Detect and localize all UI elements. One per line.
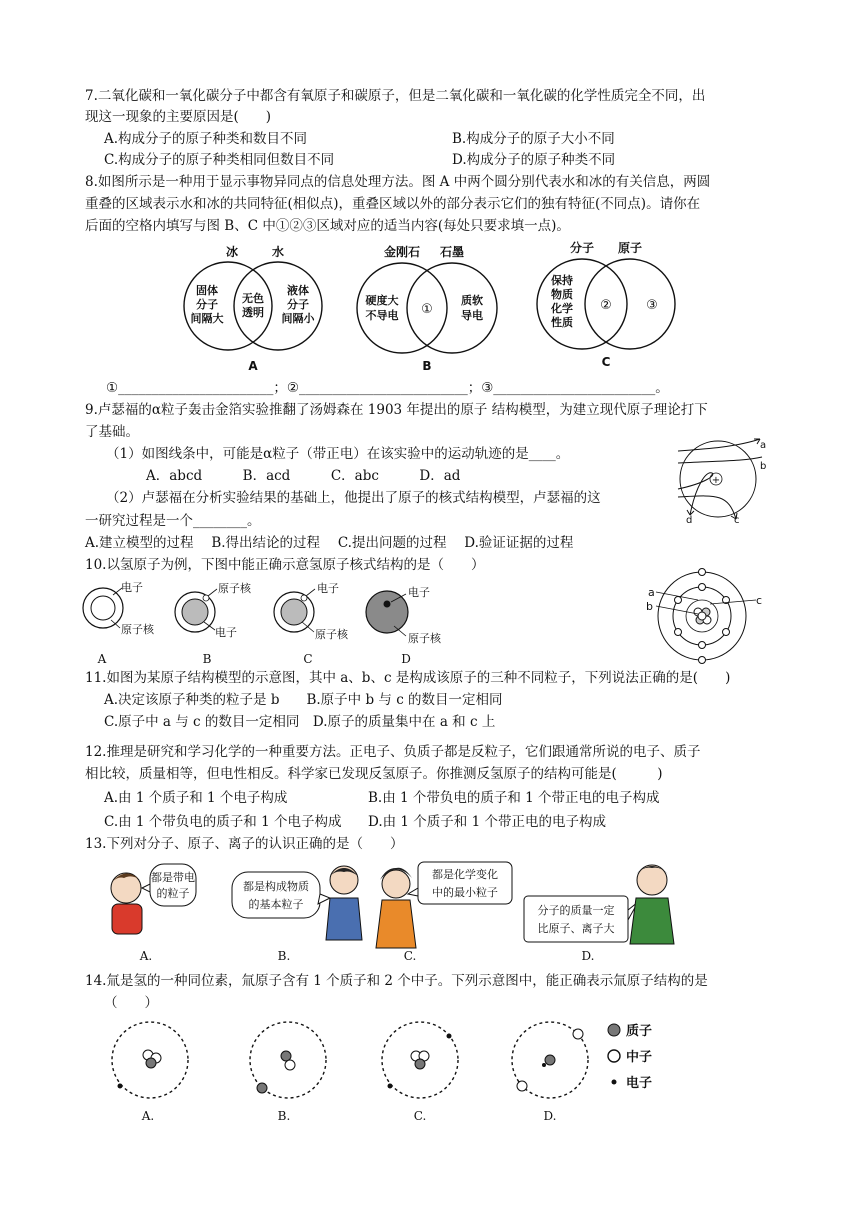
venn-diagram-a <box>180 240 330 375</box>
svg-text:b: b <box>646 600 653 613</box>
venn-a-label: A <box>248 359 258 373</box>
q10-diagram-a <box>83 580 155 666</box>
svg-text:无色: 无色 <box>242 292 264 305</box>
q14-diagram-c <box>382 1022 458 1123</box>
q11-options-cd: C.原子中 a 与 c 的数目一定相同 D.原子的质量集中在 a 和 c 上 <box>104 714 496 730</box>
q12-option-b: B.由 1 个带负电的质子和 1 个带正电的电子构成 <box>368 790 660 806</box>
q11-options-ab: A.决定该原子种类的粒子是 b B.原子中 b 与 c 的数目一定相同 <box>104 692 503 708</box>
venn-a-left-title: 冰 <box>225 245 239 259</box>
bubble-c-line1: 都是化学变化 <box>432 868 498 881</box>
venn-c-region-2: ② <box>600 298 612 313</box>
svg-text:分子: 分子 <box>287 298 309 311</box>
svg-text:C.: C. <box>403 949 417 963</box>
legend-proton: 质子 <box>626 1024 653 1039</box>
q14-option-diagrams <box>104 1016 684 1126</box>
svg-text:B: B <box>202 652 212 666</box>
q12-option-c: C.由 1 个带负电的质子和 1 个电子构成 <box>104 814 342 830</box>
svg-text:间隔小: 间隔小 <box>281 312 315 325</box>
svg-text:+: + <box>711 475 721 486</box>
svg-text:A.: A. <box>141 1109 155 1123</box>
bubble-b-line2: 的基本粒子 <box>248 898 304 911</box>
q14-stem-line2: （ ） <box>104 995 158 1011</box>
venn-b-label: B <box>422 359 432 373</box>
q13-panel-c <box>376 862 512 963</box>
q8-answer-blanks[interactable]: ①_______________________；②_________________________；③________________________。 <box>106 380 669 396</box>
svg-text:透明: 透明 <box>242 306 264 319</box>
svg-text:原子核: 原子核 <box>408 632 441 645</box>
q14-legend <box>608 1023 652 1091</box>
q10-stem: 10.以氢原子为例，下图中能正确示意氢原子核式结构的是（ ） <box>85 557 485 573</box>
q10-diagram-c <box>274 581 349 666</box>
svg-text:c: c <box>734 515 740 526</box>
svg-text:导电: 导电 <box>461 309 483 322</box>
q12-stem-line2: 相比较，质量相等，但电性相反。科学家已发现反氢原子。你推测反氢原子的结构可能是( ) <box>85 766 663 782</box>
svg-text:电子: 电子 <box>408 586 430 599</box>
q13-panel-d <box>524 865 674 963</box>
svg-text:原子核: 原子核 <box>121 623 154 636</box>
venn-b-left-title: 金刚石 <box>383 245 421 259</box>
venn-diagram-b <box>352 240 512 375</box>
venn-c-label: C <box>601 355 611 369</box>
svg-text:保持: 保持 <box>551 274 573 287</box>
svg-text:电子: 电子 <box>121 581 143 594</box>
q12-option-a: A.由 1 个质子和 1 个电子构成 <box>104 790 288 806</box>
q13-panel-b <box>232 866 362 963</box>
q9-options: A.建立模型的过程 B.得出结论的过程 C.提出问题的过程 D.验证证据的过程 <box>85 535 574 551</box>
venn-a-right-title: 水 <box>271 245 285 259</box>
svg-text:间隔大: 间隔大 <box>190 312 224 325</box>
q7-stem-line2: 现这一现象的主要原因是( ) <box>85 109 272 125</box>
svg-text:A: A <box>97 652 107 666</box>
svg-text:电子: 电子 <box>215 626 237 639</box>
q10-diagram-d <box>366 585 442 666</box>
q7-option-c: C.构成分子的原子种类相同但数目不同 <box>104 152 335 168</box>
q9-sub2-blank: 一研究过程是一个________。 <box>85 513 261 529</box>
svg-text:固体: 固体 <box>196 284 218 297</box>
svg-text:性质: 性质 <box>551 316 573 329</box>
bubble-b-line1: 都是构成物质 <box>243 880 309 893</box>
svg-text:D: D <box>401 652 411 666</box>
svg-text:c: c <box>756 594 763 607</box>
svg-text:a: a <box>648 586 655 599</box>
venn-b-region-1: ① <box>421 302 433 317</box>
q10-option-diagrams <box>80 578 480 670</box>
svg-text:A.: A. <box>139 949 153 963</box>
bubble-a-line2: 的粒子 <box>156 887 190 900</box>
bubble-d-line1: 分子的质量一定 <box>537 904 615 917</box>
svg-text:C: C <box>303 652 313 666</box>
bubble-a-line1: 都是带电 <box>151 871 195 884</box>
q8-stem-line1: 8.如图所示是一种用于显示事物异同点的信息处理方法。图 A 中两个圆分别代表水和冰的有关信息，两圆 <box>85 174 711 190</box>
svg-text:硬度大: 硬度大 <box>365 294 399 307</box>
venn-diagram-c <box>530 238 690 373</box>
svg-text:不导电: 不导电 <box>365 309 399 322</box>
svg-text:液体: 液体 <box>287 284 309 297</box>
svg-text:a: a <box>760 440 767 451</box>
q8-stem-line2: 重叠的区域表示水和冰的共同特征(相似点)，重叠区域以外的部分表示它们的独有特征(不同点)。请你在 <box>85 196 701 212</box>
q7-option-b: B.构成分子的原子大小不同 <box>452 131 615 147</box>
svg-text:D.: D. <box>581 949 595 963</box>
q14-diagram-a <box>112 1022 188 1123</box>
svg-text:物质: 物质 <box>551 288 573 301</box>
bubble-d-line2: 比原子、离子大 <box>537 922 615 935</box>
q7-option-d: D.构成分子的原子种类不同 <box>452 152 616 168</box>
q7-stem-line1: 7.二氧化碳和一氧化碳分子中都含有氧原子和碳原子，但是二氧化碳和一氧化碳的化学性质完全不同，出 <box>85 88 706 104</box>
svg-text:原子核: 原子核 <box>218 582 251 595</box>
q8-stem-line3: 后面的空格内填写与图 B、C 中①②③区域对应的适当内容(每处只要求填一点)。 <box>85 218 570 234</box>
q9-sub2: （2）卢瑟福在分析实验结果的基础上，他提出了原子的核式结构模型，卢瑟福的这 <box>106 490 601 506</box>
q12-stem-line1: 12.推理是研究和学习化学的一种重要方法。正电子、负质子都是反粒子，它们跟通常所说的电子、质子 <box>85 744 701 760</box>
svg-text:d: d <box>686 515 693 526</box>
q13-stem: 13.下列对分子、原子、离子的认识正确的是（ ） <box>85 836 404 852</box>
legend-electron: 电子 <box>626 1076 653 1091</box>
q11-stem: 11.如图为某原子结构模型的示意图，其中 a、b、c 是构成该原子的三种不同粒子，下列说法正确的是( ) <box>85 670 731 686</box>
venn-c-left-title: 分子 <box>569 241 595 255</box>
venn-b-right-title: 石墨 <box>439 245 465 259</box>
q9-sub1-options: A．abcd B．acd C．abc D．ad <box>146 468 461 484</box>
svg-text:分子: 分子 <box>196 298 218 311</box>
q10-diagram-b <box>175 581 252 666</box>
svg-text:B.: B. <box>277 1109 291 1123</box>
svg-text:D.: D. <box>543 1109 557 1123</box>
q14-diagram-b <box>250 1022 326 1123</box>
svg-text:质软: 质软 <box>461 294 483 307</box>
q12-option-d: D.由 1 个质子和 1 个带正电的电子构成 <box>368 814 606 830</box>
q9-sub1: （1）如图线条中，可能是α粒子（带正电）在该实验中的运动轨迹的是____。 <box>106 446 570 462</box>
legend-neutron: 中子 <box>626 1050 653 1065</box>
q14-stem-line1: 14.氚是氢的一种同位素，氚原子含有 1 个质子和 2 个中子。下列示意图中，能正确表示氚原子结构的是 <box>85 973 708 989</box>
q13-cartoon-panels <box>104 858 684 968</box>
svg-text:C.: C. <box>413 1109 427 1123</box>
svg-text:B.: B. <box>277 949 291 963</box>
q7-option-a: A.构成分子的原子种类和数目不同 <box>104 131 308 147</box>
q9-stem-line2: 了基础。 <box>85 424 139 440</box>
svg-text:电子: 电子 <box>317 582 339 595</box>
q9-stem-line1: 9.卢瑟福的α粒子轰击金箔实验推翻了汤姆森在 1903 年提出的原子 结构模型，为建立现代原子理论打下 <box>85 402 708 418</box>
svg-text:b: b <box>760 461 767 472</box>
svg-text:原子核: 原子核 <box>315 628 348 641</box>
svg-text:化学: 化学 <box>551 302 573 315</box>
bubble-c-line2: 中的最小粒子 <box>432 886 498 899</box>
venn-c-right-title: 原子 <box>617 241 643 255</box>
q14-diagram-d <box>512 1022 588 1123</box>
venn-c-region-3: ③ <box>646 298 658 313</box>
atom-structure-figure <box>640 570 770 666</box>
alpha-scattering-figure <box>676 433 776 528</box>
q13-panel-a <box>111 864 196 963</box>
